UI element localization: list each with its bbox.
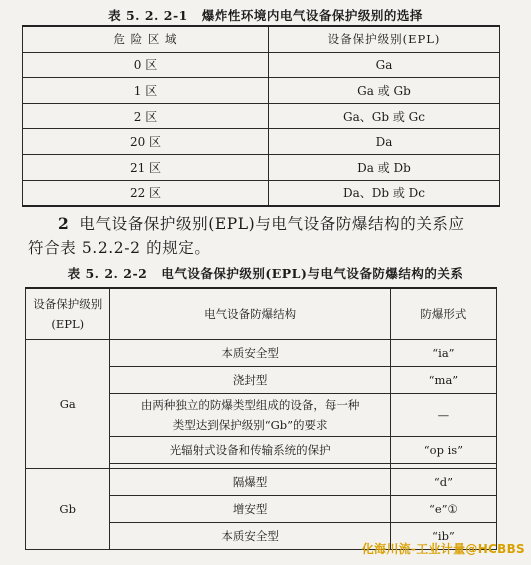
table-row [23, 180, 500, 206]
epl-cell: Da、Db 或 Dc [269, 180, 500, 206]
structure-cell: 本质安全型 [110, 523, 390, 550]
structure-line1: 由两种独立的防爆类型组成的设备，每一种 [140, 398, 360, 412]
header-hazard-zone: 危 险 区 域 [23, 26, 269, 52]
structure-cell: 本质安全型 [110, 340, 390, 367]
table-row [26, 340, 497, 367]
paragraph-text-1: 电气设备保护级别(EPL)与电气设备防爆结构的关系应 [79, 215, 465, 233]
epl-cell: Ga [269, 52, 500, 78]
table-row [23, 78, 500, 104]
structure-cell: 浇封型 [110, 367, 390, 394]
structure-cell [110, 394, 390, 437]
level-cell-gb: Gb [26, 469, 110, 550]
table2-caption [0, 264, 531, 282]
zone-cell: 22 区 [23, 180, 269, 206]
header-epl-line2: (EPL) [51, 317, 85, 331]
table-header-row [23, 26, 500, 52]
table2-number: 表 5. 2. 2-2 [67, 266, 148, 281]
header-epl [26, 288, 110, 340]
zone-cell: 1 区 [23, 78, 269, 104]
table-row [23, 103, 500, 129]
watermark: 化海川流-工业计量@HCBBS [361, 542, 525, 556]
epl-structure-table [25, 287, 497, 550]
table1-title: 爆炸性环境内电气设备保护级别的选择 [201, 8, 423, 23]
form-cell: “op is” [390, 437, 496, 464]
paragraph-line-2: 符合表 5.2.2-2 的规定。 [28, 239, 211, 257]
zone-cell: 20 区 [23, 129, 269, 155]
table-row [23, 129, 500, 155]
table-row [26, 469, 497, 496]
structure-line2: 类型达到保护级别“Gb”的要求 [172, 418, 328, 432]
level-cell-ga: Ga [26, 340, 110, 469]
epl-cell: Da 或 Db [269, 154, 500, 180]
header-epl: 设备保护级别(EPL) [269, 26, 500, 52]
clause-number: 2 [58, 214, 70, 233]
table-row [23, 154, 500, 180]
header-structure: 电气设备防爆结构 [110, 288, 390, 340]
epl-selection-table [22, 25, 500, 207]
table1-caption [0, 6, 531, 24]
table1-number: 表 5. 2. 2-1 [108, 8, 188, 23]
epl-cell: Ga 或 Gb [269, 78, 500, 104]
paragraph-line-1 [28, 212, 508, 236]
form-cell: “e”① [390, 496, 496, 523]
form-cell: “ib” [390, 523, 496, 550]
table2-title: 电气设备保护级别(EPL)与电气设备防爆结构的关系 [161, 266, 464, 281]
table-header-row [26, 288, 497, 340]
zone-cell: 0 区 [23, 52, 269, 78]
zone-cell: 21 区 [23, 154, 269, 180]
zone-cell: 2 区 [23, 103, 269, 129]
structure-cell: 隔爆型 [110, 469, 390, 496]
body-paragraph [28, 212, 508, 260]
form-cell: “d” [390, 469, 496, 496]
form-cell: “ma” [390, 367, 496, 394]
header-epl-line1: 设备保护级别 [33, 297, 103, 311]
header-form: 防爆形式 [390, 288, 496, 340]
epl-cell: Da [269, 129, 500, 155]
form-cell: — [390, 394, 496, 437]
form-cell: “ia” [390, 340, 496, 367]
structure-cell: 光辐射式设备和传输系统的保护 [110, 437, 390, 464]
table-row [23, 52, 500, 78]
structure-cell: 增安型 [110, 496, 390, 523]
epl-cell: Ga、Gb 或 Gc [269, 103, 500, 129]
